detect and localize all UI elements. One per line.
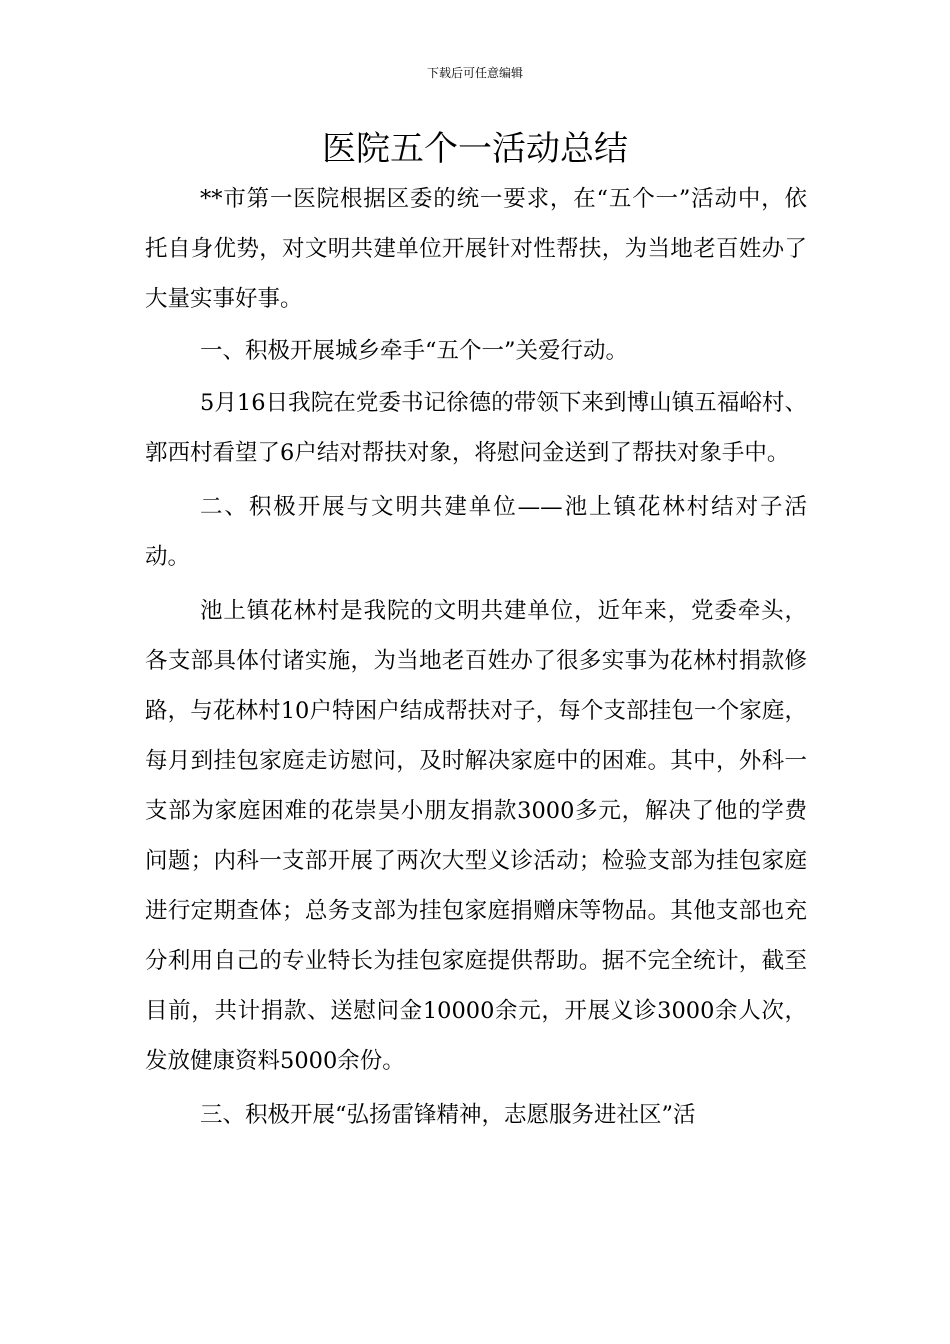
section-heading-2: 二、积极开展与文明共建单位——池上镇花林村结对子活动。: [145, 494, 807, 570]
paragraph-section-1: 5月16日我院在党委书记徐德的带领下来到博山镇五福峪村、郭西村看望了6户结对帮扶对象，将慰问金送到了帮扶对象手中。: [145, 390, 807, 466]
header-note: 下载后可任意编辑: [426, 66, 523, 80]
document-title: 医院五个一活动总结: [322, 129, 628, 169]
paragraph-section-2: 池上镇花林村是我院的文明共建单位，近年来，党委牵头，各支部具体付诸实施，为当地老百姓办了很多实事为花林村捐款修路，与花林村10户特困户结成帮扶对子，每个支部挂包一个家庭，每月到挂包家庭走访慰问，及时解决家庭中的困难。其中，外科一支部为家庭困难的花崇昊小朋友捐款3000多元，解决了他的学费问题；内科一支部开展了两次大型义诊活动；检验支部为挂包家庭进行定期查体；总务支部为挂包家庭捐赠床等物品。其他支部也充分利用自己的专业特长为挂包家庭提供帮助。据不完全统计，截至目前，共计捐款、送慰问金10000余元，开展义诊3000余人次，发放健康资料5000余份。: [145, 598, 807, 1074]
section-heading-3: 三、积极开展“弘扬雷锋精神，志愿服务进社区”活: [200, 1102, 696, 1128]
document-body: [145, 174, 807, 1140]
paragraph-intro: **市第一医院根据区委的统一要求，在“五个一”活动中，依托自身优势，对文明共建单位开展针对性帮扶，为当地老百姓办了大量实事好事。: [145, 186, 807, 312]
section-heading-1: 一、积极开展城乡牵手“五个一”关爱行动。: [200, 338, 629, 364]
